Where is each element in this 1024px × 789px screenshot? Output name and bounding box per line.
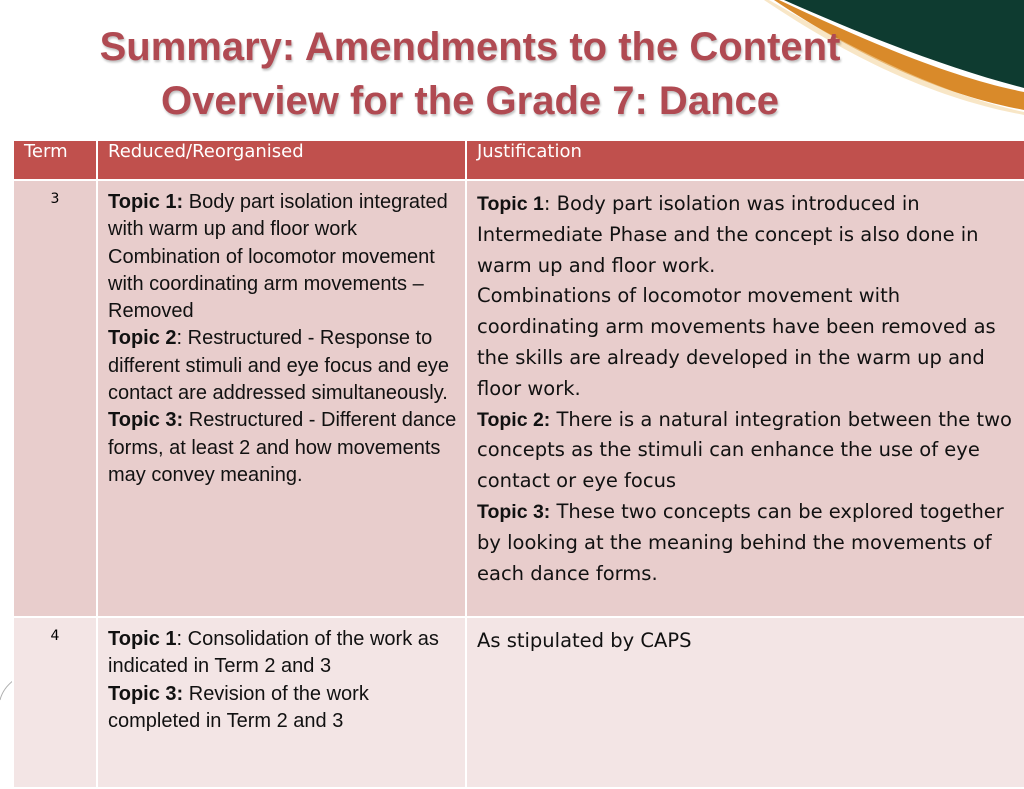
header-justification: Justification bbox=[466, 140, 1024, 180]
topic-label: Topic 3: bbox=[108, 409, 184, 432]
justification-item bbox=[477, 405, 1022, 497]
topic-label: Topic 3: bbox=[477, 500, 551, 523]
amendments-table bbox=[12, 139, 1024, 789]
topic-label: Topic 2: bbox=[477, 408, 551, 431]
reduced-item bbox=[108, 626, 457, 681]
item-text: Revision of the work completed in Term 2 and 3 bbox=[108, 682, 369, 732]
reduced-cell bbox=[97, 180, 466, 617]
item-text: As stipulated by CAPS bbox=[477, 629, 692, 652]
item-text: These two concepts can be explored together by looking at the meaning behind the movements of each dance forms. bbox=[477, 499, 1004, 585]
reduced-item bbox=[108, 244, 457, 326]
reduced-item bbox=[108, 681, 457, 736]
term-cell: 3 bbox=[13, 180, 97, 617]
topic-label: Topic 1: bbox=[108, 191, 184, 213]
item-text: : Restructured - Response to different stimuli and eye focus and eye contact are addressed simultaneously. bbox=[108, 327, 449, 405]
header-term: Term bbox=[13, 140, 97, 180]
justification-cell bbox=[466, 180, 1024, 617]
justification-cell bbox=[466, 617, 1024, 788]
table-row bbox=[13, 617, 1024, 788]
reduced-cell bbox=[97, 617, 466, 788]
item-text: Combination of locomotor movement with coordinating arm movements – Removed bbox=[108, 245, 435, 323]
reduced-item bbox=[108, 189, 457, 244]
topic-label: Topic 1 bbox=[477, 193, 544, 215]
page-title bbox=[20, 20, 920, 128]
item-text: Restructured - Different dance forms, at least 2 and how movements may convey meaning. bbox=[108, 409, 457, 486]
topic-label: Topic 2 bbox=[108, 327, 177, 350]
header-reduced-reorganised: Reduced/Reorganised bbox=[97, 140, 466, 180]
item-text: : Consolidation of the work as indicated in Term 2 and 3 bbox=[108, 628, 439, 678]
page-title-line-2: Overview for the Grade 7: Dance bbox=[160, 79, 779, 123]
topic-label: Topic 3: bbox=[108, 682, 184, 705]
table-row bbox=[13, 180, 1024, 617]
term-cell: 4 bbox=[13, 617, 97, 788]
reduced-item bbox=[108, 407, 457, 489]
reduced-item bbox=[108, 325, 457, 407]
justification-item bbox=[477, 626, 1022, 657]
topic-label: Topic 1 bbox=[108, 628, 177, 650]
item-text: Body part isolation integrated with warm up and floor work bbox=[108, 191, 448, 241]
item-text: : Body part isolation was introduced in Intermediate Phase and the concept is also done in warm up and floor work. bbox=[477, 192, 979, 277]
justification-item bbox=[477, 189, 1022, 281]
justification-item bbox=[477, 497, 1022, 589]
justification-item bbox=[477, 281, 1022, 404]
item-text: Combinations of locomotor movement with coordinating arm movements have been removed as the skills are already developed in the warm up and floor work. bbox=[477, 284, 996, 400]
item-text: There is a natural integration between the two concepts as the stimuli can enhance the use of eye contact or eye focus bbox=[477, 407, 1012, 493]
table-header-row bbox=[13, 140, 1024, 180]
page-title-line-1: Summary: Amendments to the Content bbox=[99, 25, 841, 69]
